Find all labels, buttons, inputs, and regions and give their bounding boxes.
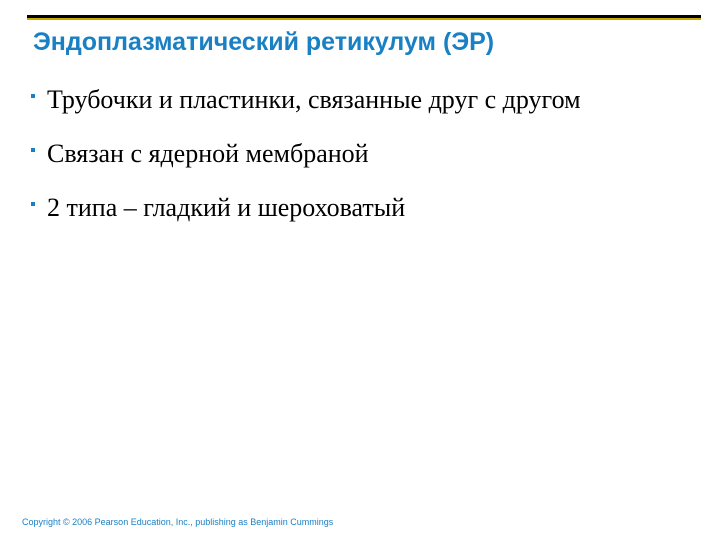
copyright-footer: Copyright © 2006 Pearson Education, Inc., publishing as Benjamin Cummings bbox=[22, 517, 334, 527]
bullet-text: Связан с ядерной мембраной bbox=[47, 139, 369, 168]
top-rule-accent bbox=[27, 18, 701, 20]
bullet-text: Трубочки и пластинки, связанные друг с другом bbox=[47, 85, 581, 114]
bullet-square-icon bbox=[31, 148, 35, 152]
bullet-square-icon bbox=[31, 94, 35, 98]
bullet-text: 2 типа – гладкий и шероховатый bbox=[47, 193, 406, 222]
bullet-item bbox=[31, 84, 581, 138]
slide-title: Эндоплазматический ретикулум (ЭР) bbox=[33, 28, 495, 56]
bullet-item bbox=[31, 192, 581, 246]
bullet-square-icon bbox=[31, 202, 35, 206]
bullet-list bbox=[31, 84, 581, 246]
bullet-item bbox=[31, 138, 581, 192]
